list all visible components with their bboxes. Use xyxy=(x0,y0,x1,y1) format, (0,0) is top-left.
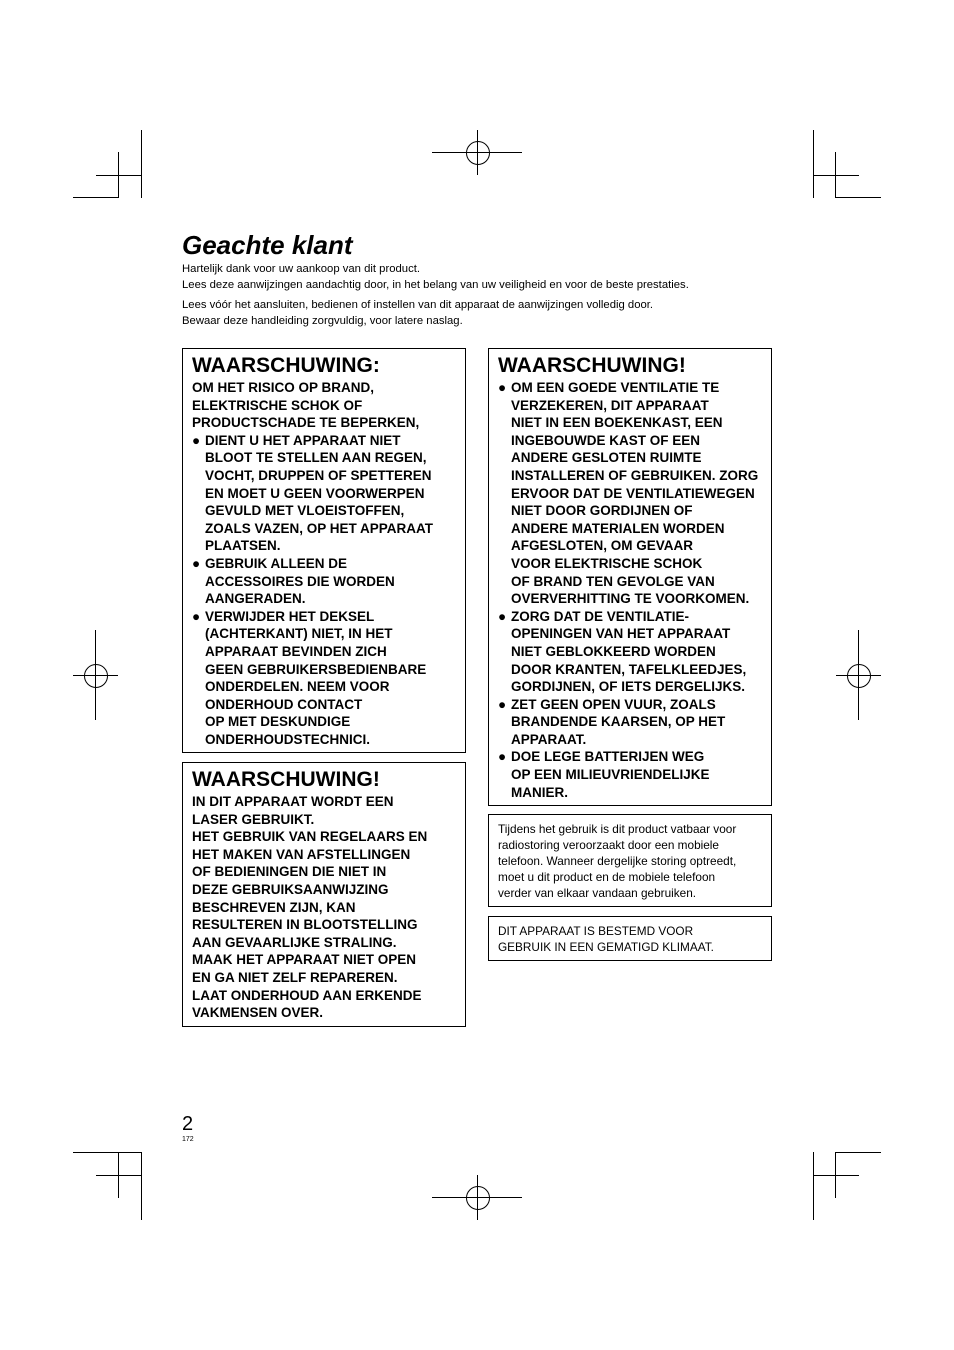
crop-mark xyxy=(118,152,119,198)
warning-line xyxy=(498,520,763,538)
warning-line-text: VAKMENSEN OVER. xyxy=(192,1005,324,1021)
warning-line xyxy=(192,828,457,846)
warning-line xyxy=(498,590,763,608)
warning-line-text: PRODUCTSCHADE TE BEPERKEN, xyxy=(192,415,420,431)
warning-text xyxy=(498,379,763,801)
intro-line: Hartelijk dank voor uw aankoop van dit product. xyxy=(182,263,420,275)
warning-line xyxy=(498,608,763,626)
warning-line xyxy=(498,784,763,802)
bullet-icon: ● xyxy=(498,380,507,395)
warning-line-text: IN DIT APPARAAT WORDT EEN xyxy=(192,794,394,809)
warning-line xyxy=(192,863,457,881)
warning-heading: WAARSCHUWING: xyxy=(192,354,380,377)
warning-line xyxy=(192,379,457,397)
crop-mark xyxy=(835,197,881,198)
warning-line xyxy=(192,811,457,829)
warning-line-text: ONDERHOUD CONTACT xyxy=(205,696,363,712)
warning-line-text: RESULTEREN IN BLOOTSTELLING xyxy=(192,917,418,933)
warning-line-text: HET MAKEN VAN AFSTELLINGEN xyxy=(192,846,411,862)
notice-radio-interference xyxy=(488,814,772,907)
warning-line-text: APPARAAT. xyxy=(511,731,587,747)
warning-line xyxy=(498,766,763,784)
registration-circle xyxy=(466,141,490,165)
warning-line-text: BRANDENDE KAARSEN, OP HET xyxy=(511,714,726,730)
warning-line xyxy=(498,467,763,485)
warning-line-text: ACCESSOIRES DIE WORDEN xyxy=(205,573,395,589)
warning-line-text: ONDERDELEN. NEEM VOOR xyxy=(205,679,390,695)
warning-line xyxy=(192,449,457,467)
warning-line-text: DEZE GEBRUIKSAANWIJZING xyxy=(192,881,389,897)
warning-line-text: INSTALLEREN OF GEBRUIKEN. ZORG xyxy=(511,467,759,483)
crop-mark xyxy=(813,130,814,198)
crop-mark xyxy=(835,152,836,198)
warning-line xyxy=(498,449,763,467)
page-number: 2 xyxy=(182,1113,194,1135)
bullet-icon: ● xyxy=(498,696,507,712)
warning-line-text: ONDERHOUDSTECHNICI. xyxy=(205,731,371,747)
warning-line-text: NIET IN EEN BOEKENKAST, EEN xyxy=(511,415,723,431)
warning-text xyxy=(192,379,457,748)
warning-line xyxy=(192,951,457,969)
warning-line-text: AFGESLOTEN, OM GEVAAR xyxy=(511,538,694,554)
warning-heading: WAARSCHUWING! xyxy=(498,354,686,377)
warning-line xyxy=(192,713,457,731)
crop-mark xyxy=(813,1152,814,1220)
warning-line-text: OP MET DESKUNDIGE xyxy=(205,714,351,730)
warning-line xyxy=(192,520,457,538)
warning-line-text: OF BRAND TEN GEVOLGE VAN xyxy=(511,573,715,589)
crop-mark xyxy=(96,175,142,176)
warning-line-text: BESCHREVEN ZIJN, KAN xyxy=(192,899,356,915)
warning-line xyxy=(192,899,457,917)
warning-line xyxy=(192,414,457,432)
warning-box-fire xyxy=(182,348,466,753)
warning-line-text: MAAK HET APPARAAT NIET OPEN xyxy=(192,952,417,968)
bullet-icon: ● xyxy=(192,555,201,571)
warning-line xyxy=(192,485,457,503)
warning-line-text: ANDERE MATERIALEN WORDEN xyxy=(511,520,725,536)
warning-line-text: OM HET RISICO OP BRAND, xyxy=(192,380,375,395)
warning-line-text: NIET GEBLOKKEERD WORDEN xyxy=(511,643,716,659)
notice-climate xyxy=(488,916,772,961)
intro-line: Lees vóór het aansluiten, bedienen of instellen van dit apparaat de aanwijzingen volledig door. xyxy=(182,299,654,311)
warning-text xyxy=(192,793,457,1022)
warning-line xyxy=(498,555,763,573)
warning-line xyxy=(192,467,457,485)
notice-line: telefoon. Wanneer dergelijke storing optreedt, xyxy=(498,854,737,868)
warning-line-text: PLAATSEN. xyxy=(205,538,281,554)
intro-line: Bewaar deze handleiding zorgvuldig, voor latere naslag. xyxy=(182,315,463,327)
warning-line xyxy=(498,432,763,450)
warning-heading: WAARSCHUWING! xyxy=(192,768,380,791)
warning-line-text: EN MOET U GEEN VOORWERPEN xyxy=(205,485,425,501)
warning-line xyxy=(498,643,763,661)
warning-line-text: VOOR ELEKTRISCHE SCHOK xyxy=(511,555,703,571)
warning-line-text: AANGERADEN. xyxy=(205,591,306,607)
warning-line-text: (ACHTERKANT) NIET, IN HET xyxy=(205,626,393,642)
registration-circle xyxy=(847,664,871,688)
warning-line xyxy=(192,502,457,520)
warning-line xyxy=(192,969,457,987)
warning-line xyxy=(192,661,457,679)
warning-line xyxy=(498,661,763,679)
warning-line-text: OP EEN MILIEUVRIENDELIJKE xyxy=(511,767,710,783)
warning-line-text: APPARAAT BEVINDEN ZICH xyxy=(205,643,387,659)
bullet-icon: ● xyxy=(498,749,507,765)
warning-line-text: GEEN GEBRUIKERSBEDIENBARE xyxy=(205,661,427,677)
warning-line xyxy=(498,748,763,766)
notice-line: DIT APPARAAT IS BESTEMD VOOR xyxy=(498,924,694,938)
warning-line-text: LASER GEBRUIKT. xyxy=(192,811,315,827)
warning-line-text: NIET DOOR GORDIJNEN OF xyxy=(511,503,693,519)
warning-line xyxy=(192,987,457,1005)
warning-line xyxy=(498,397,763,415)
crop-mark xyxy=(813,1175,859,1176)
crop-mark xyxy=(96,1175,142,1176)
warning-line xyxy=(192,625,457,643)
registration-circle xyxy=(84,664,108,688)
warning-line-text: OF BEDIENINGEN DIE NIET IN xyxy=(192,864,387,880)
warning-line xyxy=(498,713,763,731)
warning-line-text: GEVULD MET VLOEISTOFFEN, xyxy=(205,503,405,519)
warning-line-text: OPENINGEN VAN HET APPARAAT xyxy=(511,626,731,642)
warning-line xyxy=(498,731,763,749)
warning-line-text: MANIER. xyxy=(511,784,568,800)
crop-mark xyxy=(141,130,142,198)
warning-line-text: ZORG DAT DE VENTILATIE- xyxy=(511,608,689,624)
warning-line-text: OM EEN GOEDE VENTILATIE TE xyxy=(511,380,720,395)
crop-mark xyxy=(73,197,119,198)
warning-line xyxy=(498,573,763,591)
warning-line xyxy=(192,432,457,450)
warning-line-text: AAN GEVAARLIJKE STRALING. xyxy=(192,934,397,950)
warning-line xyxy=(192,881,457,899)
registration-circle xyxy=(466,1186,490,1210)
warning-line xyxy=(498,537,763,555)
warning-line xyxy=(498,414,763,432)
warning-line-text: VERZEKEREN, DIT APPARAAT xyxy=(511,397,709,413)
crop-mark xyxy=(73,1152,142,1153)
warning-line-text: ERVOOR DAT DE VENTILATIEWEGEN xyxy=(511,485,755,501)
warning-line xyxy=(498,485,763,503)
warning-line-text: BLOOT TE STELLEN AAN REGEN, xyxy=(205,450,427,466)
crop-mark xyxy=(835,1152,881,1153)
warning-line xyxy=(192,608,457,626)
warning-line-text: LAAT ONDERHOUD AAN ERKENDE xyxy=(192,987,422,1003)
warning-line xyxy=(192,397,457,415)
warning-line xyxy=(498,678,763,696)
warning-line-text: ELEKTRISCHE SCHOK OF xyxy=(192,397,363,413)
warning-line xyxy=(192,696,457,714)
warning-line-text: HET GEBRUIK VAN REGELAARS EN xyxy=(192,829,428,845)
page-title: Geachte klant xyxy=(182,230,353,260)
warning-box-laser xyxy=(182,762,466,1027)
warning-line xyxy=(192,846,457,864)
bullet-icon: ● xyxy=(192,608,201,624)
bullet-icon: ● xyxy=(498,608,507,624)
notice-line: GEBRUIK IN EEN GEMATIGD KLIMAAT. xyxy=(498,940,714,954)
warning-line xyxy=(192,537,457,555)
crop-mark xyxy=(118,1152,119,1198)
warning-line-text: EN GA NIET ZELF REPAREREN. xyxy=(192,969,398,985)
warning-line-text: ANDERE GESLOTEN RUIMTE xyxy=(511,450,702,466)
bullet-icon: ● xyxy=(192,432,201,448)
warning-line xyxy=(192,590,457,608)
intro-line: Lees deze aanwijzingen aandachtig door, in het belang van uw veiligheid en voor de beste prestaties. xyxy=(182,279,689,291)
warning-box-ventilation xyxy=(488,348,772,806)
crop-mark xyxy=(813,175,859,176)
warning-line xyxy=(498,625,763,643)
warning-line xyxy=(192,731,457,749)
notice-line: verder van elkaar vandaan gebruiken. xyxy=(498,886,697,900)
warning-line-text: ZOALS VAZEN, OP HET APPARAAT xyxy=(205,520,434,536)
notice-line: radiostoring veroorzaakt door een mobiele xyxy=(498,838,719,852)
warning-line-text: INGEBOUWDE KAST OF EEN xyxy=(511,432,701,448)
crop-mark xyxy=(835,1152,836,1198)
page-sub-number: 172 xyxy=(182,1136,194,1143)
warning-line xyxy=(192,916,457,934)
notice-line: moet u dit product en de mobiele telefoon xyxy=(498,870,716,884)
warning-line xyxy=(192,573,457,591)
notice-line: Tijdens het gebruik is dit product vatbaar voor xyxy=(498,822,737,836)
warning-line-text: DIENT U HET APPARAAT NIET xyxy=(205,432,401,448)
warning-line-text: GORDIJNEN, OF IETS DERGELIJKS. xyxy=(511,679,746,695)
warning-line xyxy=(192,1004,457,1022)
warning-line xyxy=(498,502,763,520)
warning-line-text: GEBRUIK ALLEEN DE xyxy=(205,555,348,571)
warning-line-text: VERWIJDER HET DEKSEL xyxy=(205,608,375,624)
warning-line xyxy=(192,643,457,661)
warning-line-text: DOE LEGE BATTERIJEN WEG xyxy=(511,749,705,765)
warning-line xyxy=(192,555,457,573)
warning-line-text: DOOR KRANTEN, TAFELKLEEDJES, xyxy=(511,661,747,677)
crop-mark xyxy=(141,1152,142,1220)
warning-line xyxy=(498,379,763,397)
warning-line xyxy=(498,696,763,714)
warning-line-text: OVERVERHITTING TE VOORKOMEN. xyxy=(511,591,750,607)
warning-line-text: ZET GEEN OPEN VUUR, ZOALS xyxy=(511,696,716,712)
warning-line xyxy=(192,934,457,952)
warning-line xyxy=(192,793,457,811)
warning-line xyxy=(192,678,457,696)
warning-line-text: VOCHT, DRUPPEN OF SPETTEREN xyxy=(205,467,432,483)
